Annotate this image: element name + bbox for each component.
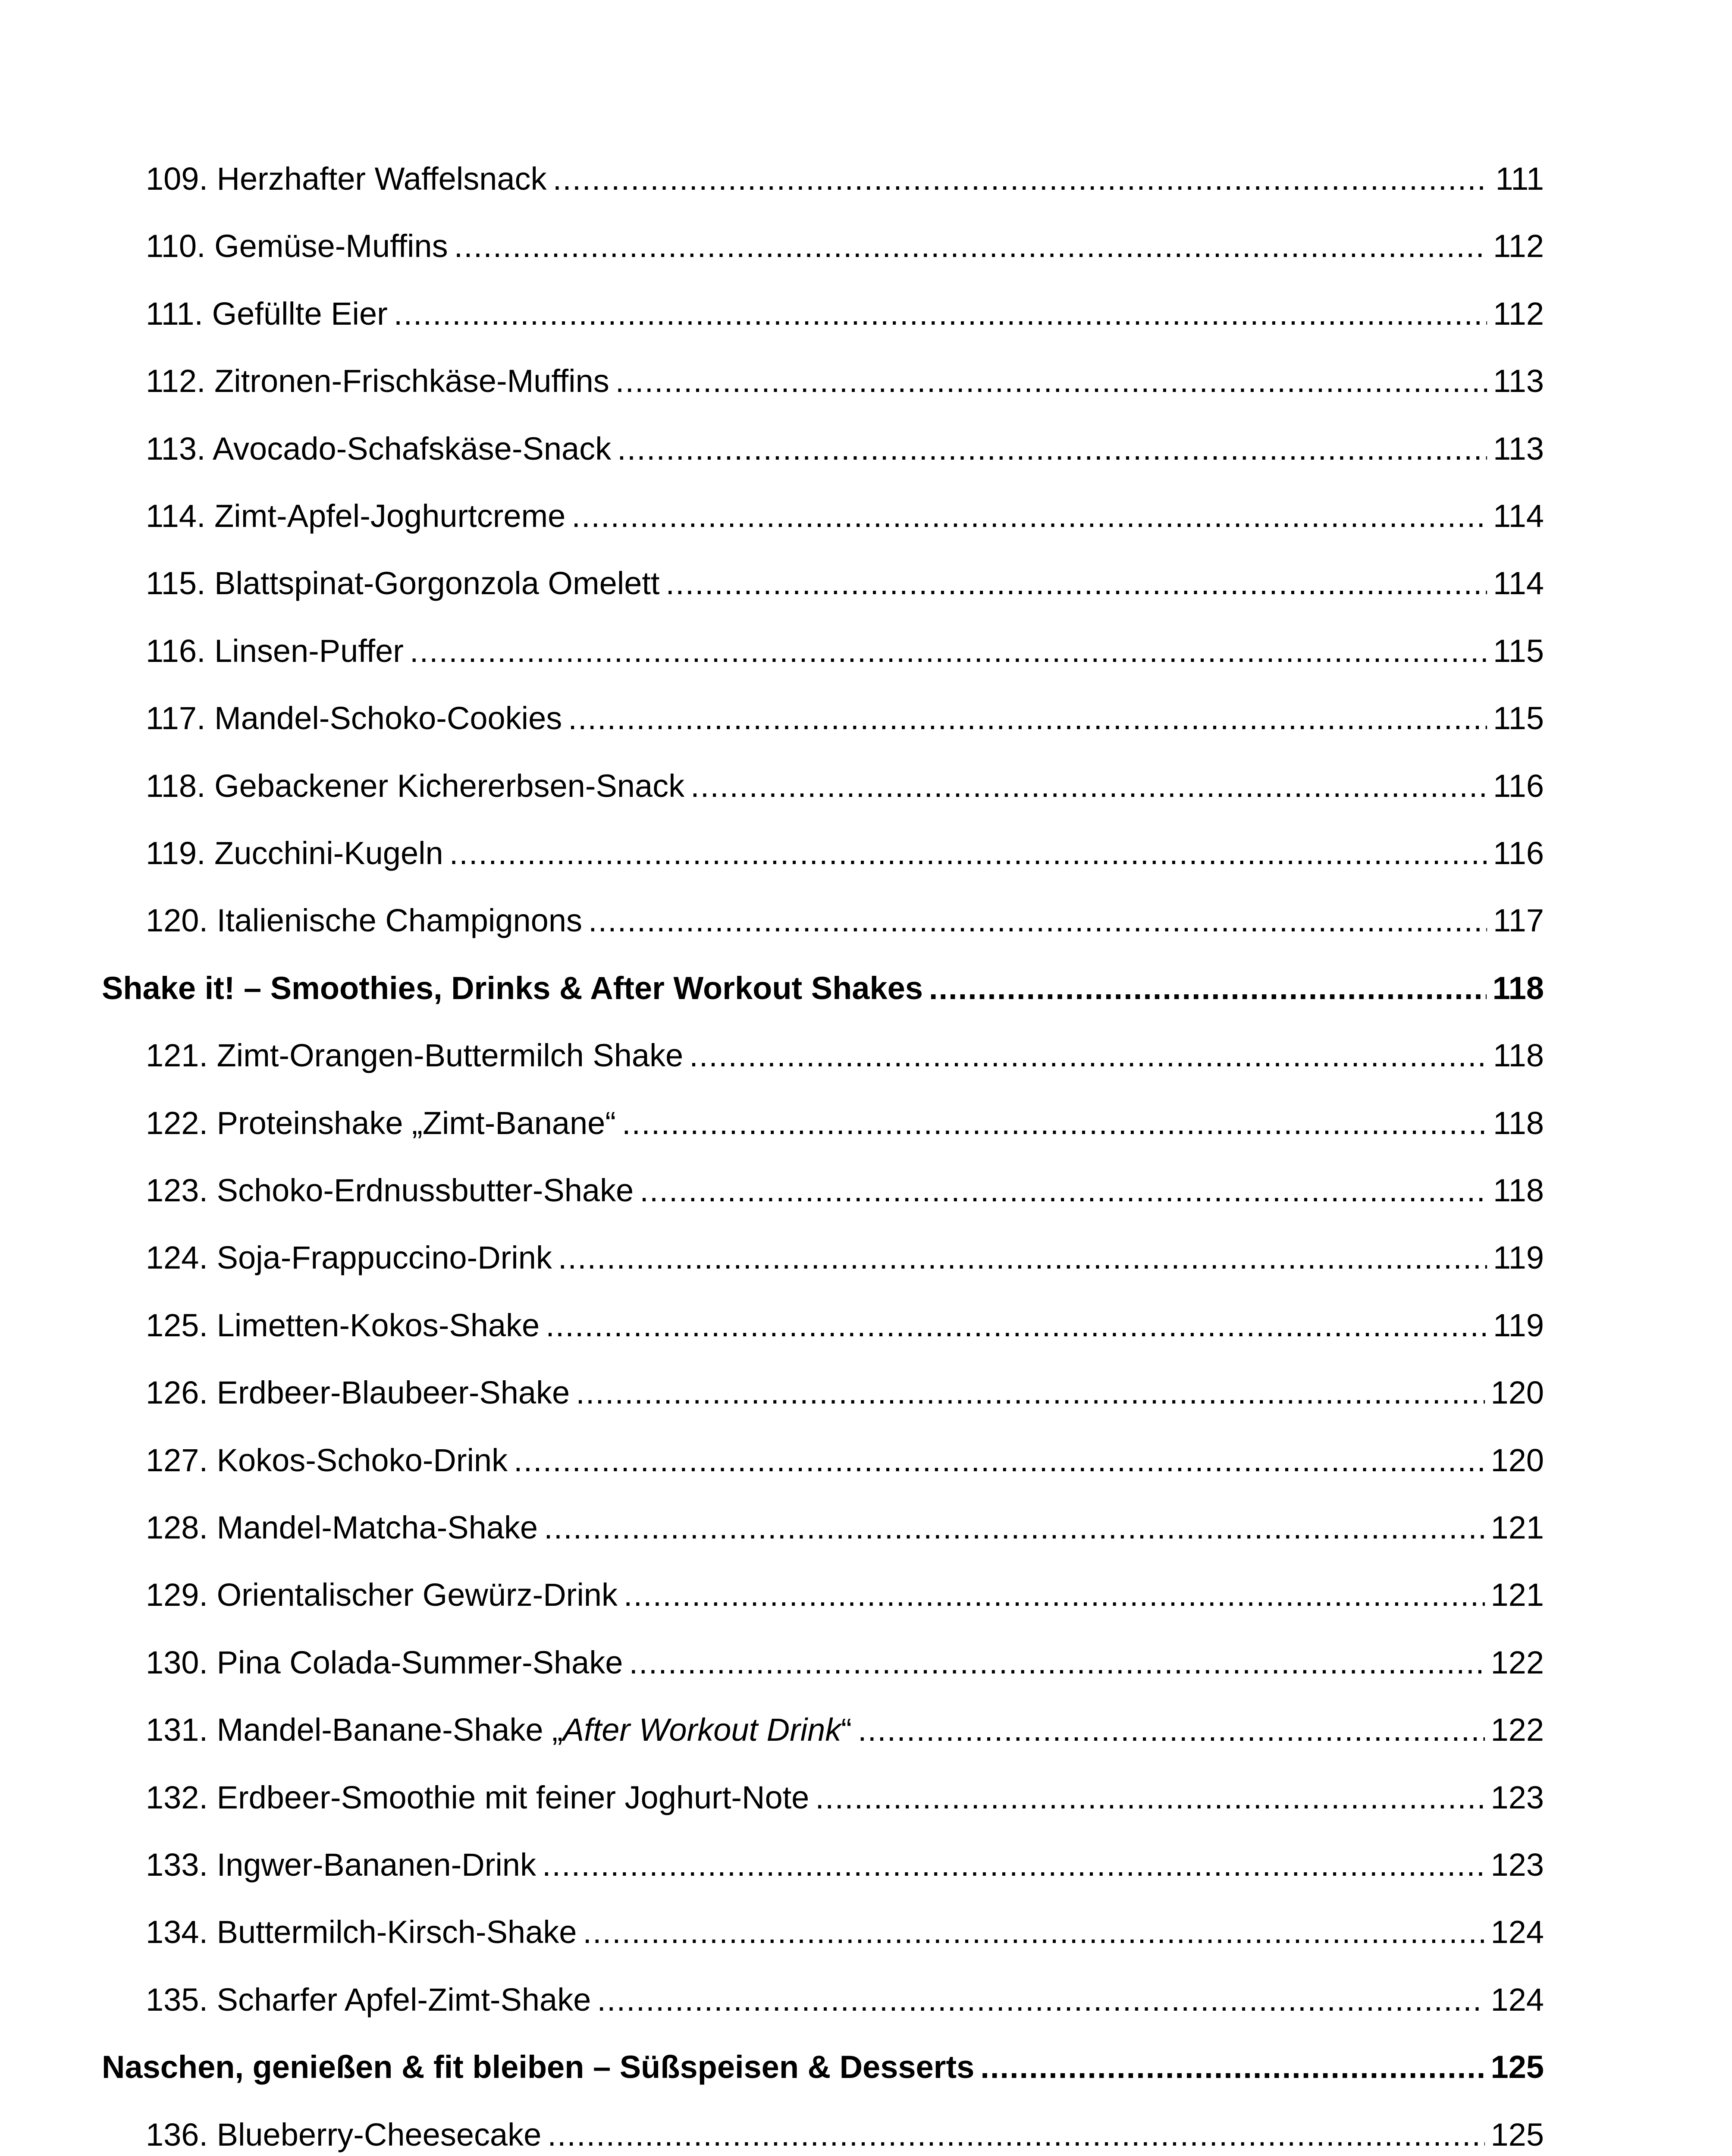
toc-entry[interactable]: [146, 1569, 1544, 1621]
toc-title-text: 111. Gefüllte Eier: [146, 295, 388, 332]
toc-entry[interactable]: [146, 490, 1544, 542]
toc-page-number: 125: [1490, 2116, 1544, 2153]
toc-entry-title: [146, 288, 388, 340]
toc-title-text: 115. Blattspinat-Gorgonzola Omelett: [146, 565, 660, 602]
toc-entry-title: [146, 423, 611, 475]
toc-heading-title: [102, 2041, 974, 2093]
toc-entry-title: [146, 1772, 809, 1824]
toc-title-text: 110. Gemüse-Muffins: [146, 228, 448, 264]
toc-title-text: 128. Mandel-Matcha-Shake: [146, 1510, 538, 1545]
toc-entry[interactable]: [146, 625, 1544, 677]
toc-entry[interactable]: [146, 693, 1544, 744]
toc-entry-title: [146, 625, 404, 677]
toc-title-closing-quote: “: [841, 1712, 852, 1748]
dot-leader: [588, 895, 1487, 946]
toc-entry[interactable]: [146, 1165, 1544, 1216]
dot-leader: [597, 1974, 1484, 2026]
toc-page-number: 115: [1493, 633, 1544, 669]
toc-page-number: 120: [1490, 1442, 1544, 1478]
toc-entry-title: [146, 2109, 541, 2156]
toc-entry-title: [146, 1232, 552, 1284]
dot-leader: [665, 558, 1487, 609]
toc-page-number: 114: [1493, 498, 1544, 534]
toc-entry[interactable]: [146, 1502, 1544, 1554]
toc-page-number: 125: [1490, 2049, 1544, 2085]
toc-page-number: 116: [1493, 835, 1544, 871]
toc-entry-title: [146, 1367, 570, 1419]
toc-entry[interactable]: [146, 1637, 1544, 1689]
toc-title-text: 126. Erdbeer-Blaubeer-Shake: [146, 1375, 570, 1411]
toc-entry-title: [146, 1165, 634, 1216]
toc-page-number: 120: [1490, 1375, 1544, 1411]
dot-leader: [544, 1502, 1484, 1554]
toc-section-heading[interactable]: [102, 2041, 1544, 2093]
dot-leader: [568, 693, 1487, 744]
toc-page-number: 118: [1493, 1105, 1544, 1141]
toc-entry[interactable]: [146, 1906, 1544, 1958]
dot-leader: [858, 1704, 1485, 1756]
toc-page-number: 114: [1493, 565, 1544, 602]
toc-entry-title: [146, 760, 684, 812]
toc-page-number: 119: [1493, 1307, 1544, 1343]
toc-entry[interactable]: [146, 827, 1544, 879]
toc-title-text: 131. Mandel-Banane-Shake „: [146, 1712, 563, 1748]
toc-page-number: 115: [1493, 700, 1544, 736]
toc-title-text: 124. Soja-Frappuccino-Drink: [146, 1240, 552, 1276]
toc-entry-title: [146, 895, 582, 946]
toc-page-number: 124: [1490, 1914, 1544, 1950]
toc-page-number: 116: [1493, 768, 1544, 804]
toc-entry[interactable]: [146, 1839, 1544, 1891]
dot-leader: [542, 1839, 1485, 1891]
toc-title-text: 122. Proteinshake „Zimt-Banane“: [146, 1105, 616, 1141]
toc-title-text: 118. Gebackener Kichererbsen-Snack: [146, 768, 685, 804]
toc-title-text: 129. Orientalischer Gewürz-Drink: [146, 1577, 618, 1613]
toc-page-number: 122: [1490, 1644, 1544, 1680]
dot-leader: [394, 288, 1487, 340]
toc-page-number: 119: [1493, 1240, 1544, 1276]
toc-title-text: 134. Buttermilch-Kirsch-Shake: [146, 1914, 577, 1950]
toc-page-number: 122: [1490, 1712, 1544, 1748]
toc-entry[interactable]: [146, 1030, 1544, 1081]
toc-title-text: Shake it! – Smoothies, Drinks & After Workout Shakes: [102, 970, 923, 1006]
dot-leader: [640, 1165, 1487, 1216]
dot-leader: [553, 153, 1490, 205]
dot-leader: [546, 1300, 1487, 1351]
toc-entry[interactable]: [146, 1300, 1544, 1351]
toc-section-heading[interactable]: [102, 962, 1544, 1014]
toc-page-number: 112: [1493, 295, 1544, 332]
dot-leader: [624, 1569, 1485, 1621]
toc-entry-title: [146, 1974, 591, 2026]
toc-title-text: Naschen, genießen & fit bleiben – Süßspeisen & Desserts: [102, 2049, 975, 2085]
toc-title-text: 125. Limetten-Kokos-Shake: [146, 1307, 540, 1343]
toc-entry-title: [146, 1906, 577, 1958]
toc-entry[interactable]: [146, 220, 1544, 272]
dot-leader: [514, 1435, 1484, 1486]
toc-title-text: 120. Italienische Champignons: [146, 903, 582, 939]
toc-entry-title: [146, 1097, 616, 1149]
toc-entry[interactable]: [146, 760, 1544, 812]
toc-entry-title: [146, 1502, 538, 1554]
toc-entry-title: [146, 1030, 683, 1081]
dot-leader: [449, 827, 1487, 879]
toc-title-text: 113. Avocado-Schafskäse-Snack: [146, 430, 612, 467]
toc-heading-title: [102, 962, 923, 1014]
dot-leader: [689, 1030, 1487, 1081]
toc-entry[interactable]: [146, 895, 1544, 946]
toc-title-text: 132. Erdbeer-Smoothie mit feiner Joghurt-Note: [146, 1779, 810, 1815]
toc-page-number: 118: [1493, 1172, 1544, 1208]
dot-leader: [583, 1906, 1484, 1958]
dot-leader: [629, 1637, 1484, 1689]
dot-leader: [690, 760, 1487, 812]
toc-entry-title: [146, 153, 547, 205]
toc-entry[interactable]: [146, 1704, 1544, 1756]
toc-entry[interactable]: [146, 1367, 1544, 1419]
toc-title-text: 136. Blueberry-Cheesecake: [146, 2116, 542, 2153]
toc-entry[interactable]: [146, 1772, 1544, 1824]
dot-leader: [615, 355, 1487, 407]
toc-entry-title: [146, 490, 565, 542]
toc-entry-title: [146, 558, 659, 609]
toc-entry[interactable]: [146, 1232, 1544, 1284]
toc-entry-title: [146, 355, 609, 407]
toc-page-number: 113: [1493, 363, 1544, 399]
toc-title-text: 119. Zucchini-Kugeln: [146, 835, 443, 871]
toc-entry-title: [146, 1435, 508, 1486]
toc-entry-title: [146, 1300, 540, 1351]
toc-title-text: 130. Pina Colada-Summer-Shake: [146, 1644, 623, 1680]
toc-entry[interactable]: [146, 1435, 1544, 1486]
dot-leader: [454, 220, 1487, 272]
toc-entry[interactable]: [146, 1974, 1544, 2026]
toc-entry[interactable]: [146, 1097, 1544, 1149]
dot-leader: [547, 2109, 1484, 2156]
toc-page-number: 118: [1493, 1037, 1544, 1074]
toc-title-text: 116. Linsen-Puffer: [146, 633, 404, 669]
dot-leader: [410, 625, 1487, 677]
toc-page-number: 123: [1490, 1779, 1544, 1815]
dot-leader: [622, 1097, 1487, 1149]
toc-page-number: 118: [1492, 970, 1544, 1006]
dot-leader: [980, 2041, 1484, 2093]
toc-page-number: 121: [1490, 1577, 1544, 1613]
dot-leader: [558, 1232, 1487, 1284]
dot-leader: [576, 1367, 1484, 1419]
toc-entry[interactable]: [146, 558, 1544, 609]
toc-entry-title: [146, 1569, 618, 1621]
toc-title-text: 133. Ingwer-Bananen-Drink: [146, 1847, 536, 1883]
toc-page-number: 112: [1493, 228, 1544, 264]
toc-title-text: 121. Zimt-Orangen-Buttermilch Shake: [146, 1037, 684, 1074]
toc-entry-title: [146, 1839, 536, 1891]
toc-title-italic-text: After Workout Drink: [562, 1712, 841, 1748]
toc-page-number: 124: [1490, 1981, 1544, 2018]
toc-page-number: 111: [1495, 161, 1544, 197]
toc-page-number: 121: [1490, 1510, 1544, 1545]
toc-title-text: 109. Herzhafter Waffelsnack: [146, 161, 547, 197]
dot-leader: [815, 1772, 1484, 1824]
toc-title-text: 127. Kokos-Schoko-Drink: [146, 1442, 508, 1478]
dot-leader: [929, 962, 1487, 1014]
toc-entry[interactable]: [146, 355, 1544, 407]
toc-title-text: 112. Zitronen-Frischkäse-Muffins: [146, 363, 609, 399]
toc-entry-title: [146, 1704, 852, 1756]
toc-entry-title: [146, 1637, 623, 1689]
dot-leader: [571, 490, 1487, 542]
toc-entry[interactable]: [146, 2109, 1544, 2156]
toc-entry-title: [146, 827, 443, 879]
toc-title-text: 117. Mandel-Schoko-Cookies: [146, 700, 562, 736]
toc-entry[interactable]: [146, 153, 1544, 205]
toc-page-number: 113: [1493, 430, 1544, 467]
toc-page-number: 117: [1493, 903, 1544, 939]
toc-entry[interactable]: [146, 423, 1544, 475]
toc-entry-title: [146, 220, 448, 272]
toc-title-text: 135. Scharfer Apfel-Zimt-Shake: [146, 1981, 591, 2018]
toc-entry[interactable]: [146, 288, 1544, 340]
toc-page-number: 123: [1490, 1847, 1544, 1883]
toc-title-text: 114. Zimt-Apfel-Joghurtcreme: [146, 498, 566, 534]
toc-entry-title: [146, 693, 562, 744]
dot-leader: [617, 423, 1487, 475]
toc-title-text: 123. Schoko-Erdnussbutter-Shake: [146, 1172, 634, 1208]
